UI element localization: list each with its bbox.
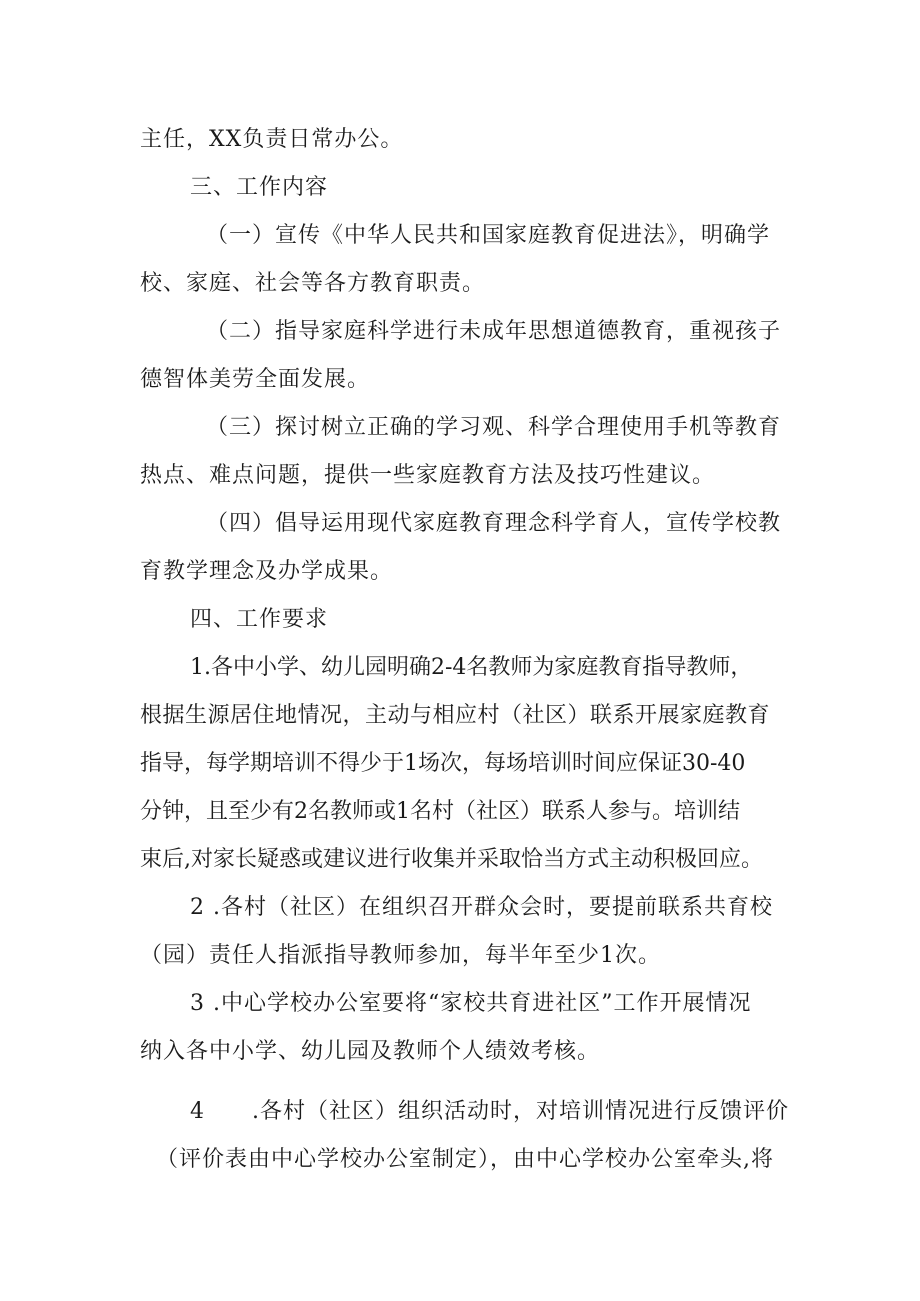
paragraph-line: 纳入各中小学、幼儿园及教师个人绩效考核。 (140, 1039, 601, 1064)
paragraph-line: 束后,对家长疑惑或建议进行收集并采取恰当方式主动积极回应。 (140, 847, 763, 872)
list-number: 4 (190, 1099, 205, 1124)
paragraph-line: （四）倡导运用现代家庭教育理念科学育人，宣传学校教 (206, 511, 782, 536)
paragraph-line: 3 .中心学校办公室要将“家校共育进社区”工作开展情况 (190, 991, 752, 1016)
paragraph-line: 根据生源居住地情况，主动与相应村（社区）联系开展家庭教育 (140, 703, 771, 728)
paragraph-line: 校、家庭、社会等各方教育职责。 (140, 271, 486, 296)
paragraph-line: 热点、难点问题，提供一些家庭教育方法及技巧性建议。 (140, 463, 716, 488)
paragraph-line: 1.各中小学、幼儿园明确2-4名教师为家庭教育指导教师， (190, 655, 753, 680)
document-body (140, 116, 789, 1184)
paragraph-line: （一）宣传《中华人民共和国家庭教育促进法》，明确学 (206, 223, 771, 248)
paragraph-line: 德智体美劳全面发展。 (140, 367, 371, 392)
paragraph-line: 育教学理念及办学成果。 (140, 559, 394, 584)
section-heading-work-content: 三、工作内容 (190, 175, 329, 200)
paragraph-line: （三）探讨树立正确的学习观、科学合理使用手机等教育 (206, 415, 782, 440)
paragraph-line (140, 1088, 789, 1136)
paragraph-line: 2 .各村（社区）在组织召开群众会时，要提前联系共育校 (190, 895, 773, 920)
paragraph-line: （园）责任人指派指导教师参加，每半年至少1次。 (140, 943, 661, 968)
list-item-text: .各村（社区）组织活动时，对培训情况进行反馈评价 (252, 1099, 789, 1124)
paragraph-line: （评价表由中心学校办公室制定），由中心学校办公室牵头,将 (156, 1147, 774, 1172)
paragraph-line: （二）指导家庭科学进行未成年思想道德教育，重视孩子 (206, 319, 782, 344)
paragraph-line: 分钟，且至少有2名教师或1名村（社区）联系人参与。培训结 (140, 799, 740, 824)
paragraph-line: 主任，XX负责日常办公。 (140, 127, 404, 152)
paragraph-line: 指导，每学期培训不得少于1场次，每场培训时间应保证30-40 (140, 751, 746, 776)
section-heading-work-requirements: 四、工作要求 (190, 607, 329, 632)
